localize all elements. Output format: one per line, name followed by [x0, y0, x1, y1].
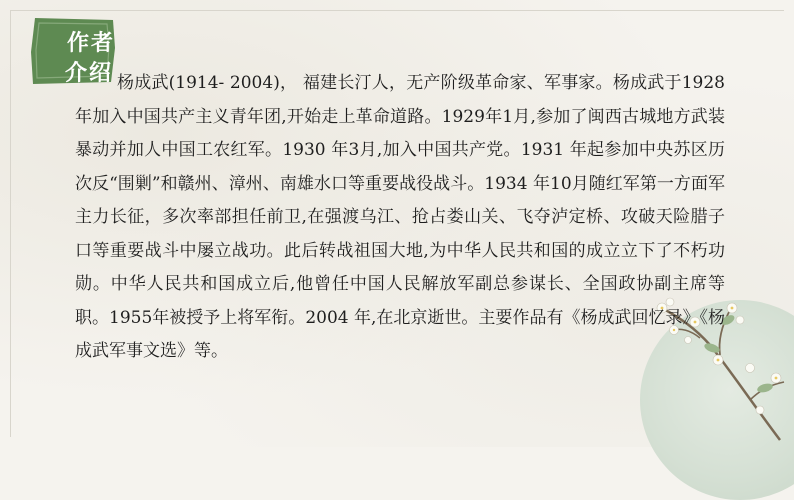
- author-biography: 杨成武(1914- 2004)， 福建长汀人，无产阶级革命家、军事家。杨成武于1928年加入中国共产主义青年团,开始走上革命道路。1929年1月,参加了闽西古城地方武装暴动并加人中国工农红军。1930 年3月,加入中国共产党。1931 年起参加中央苏区历次反“围剿”和赣州、漳州、南雄水口等重要战役战斗。1934 年10月随红军第一方面军主力长征，多次率部担任前卫,在强渡乌江、抢占娄山关、飞夺泸定桥、攻破天险腊子口等重要战斗中屡立战功。此后转战祖国大地,为中华人民共和国的成立立下了不朽功勋。中华人民共和国成立后,他曾任中国人民解放军副总参谋长、全国政协副主席等职。1955年被授予上将军衔。2004 年,在北京逝世。主要作品有《杨成武回忆录》《杨成武军事文选》等。: [75, 73, 725, 361]
- badge-title-line1: 作者: [67, 31, 116, 56]
- frame-line-top: [10, 10, 784, 11]
- frame-line-left: [10, 10, 11, 437]
- badge-title-line2: 介绍: [65, 61, 114, 86]
